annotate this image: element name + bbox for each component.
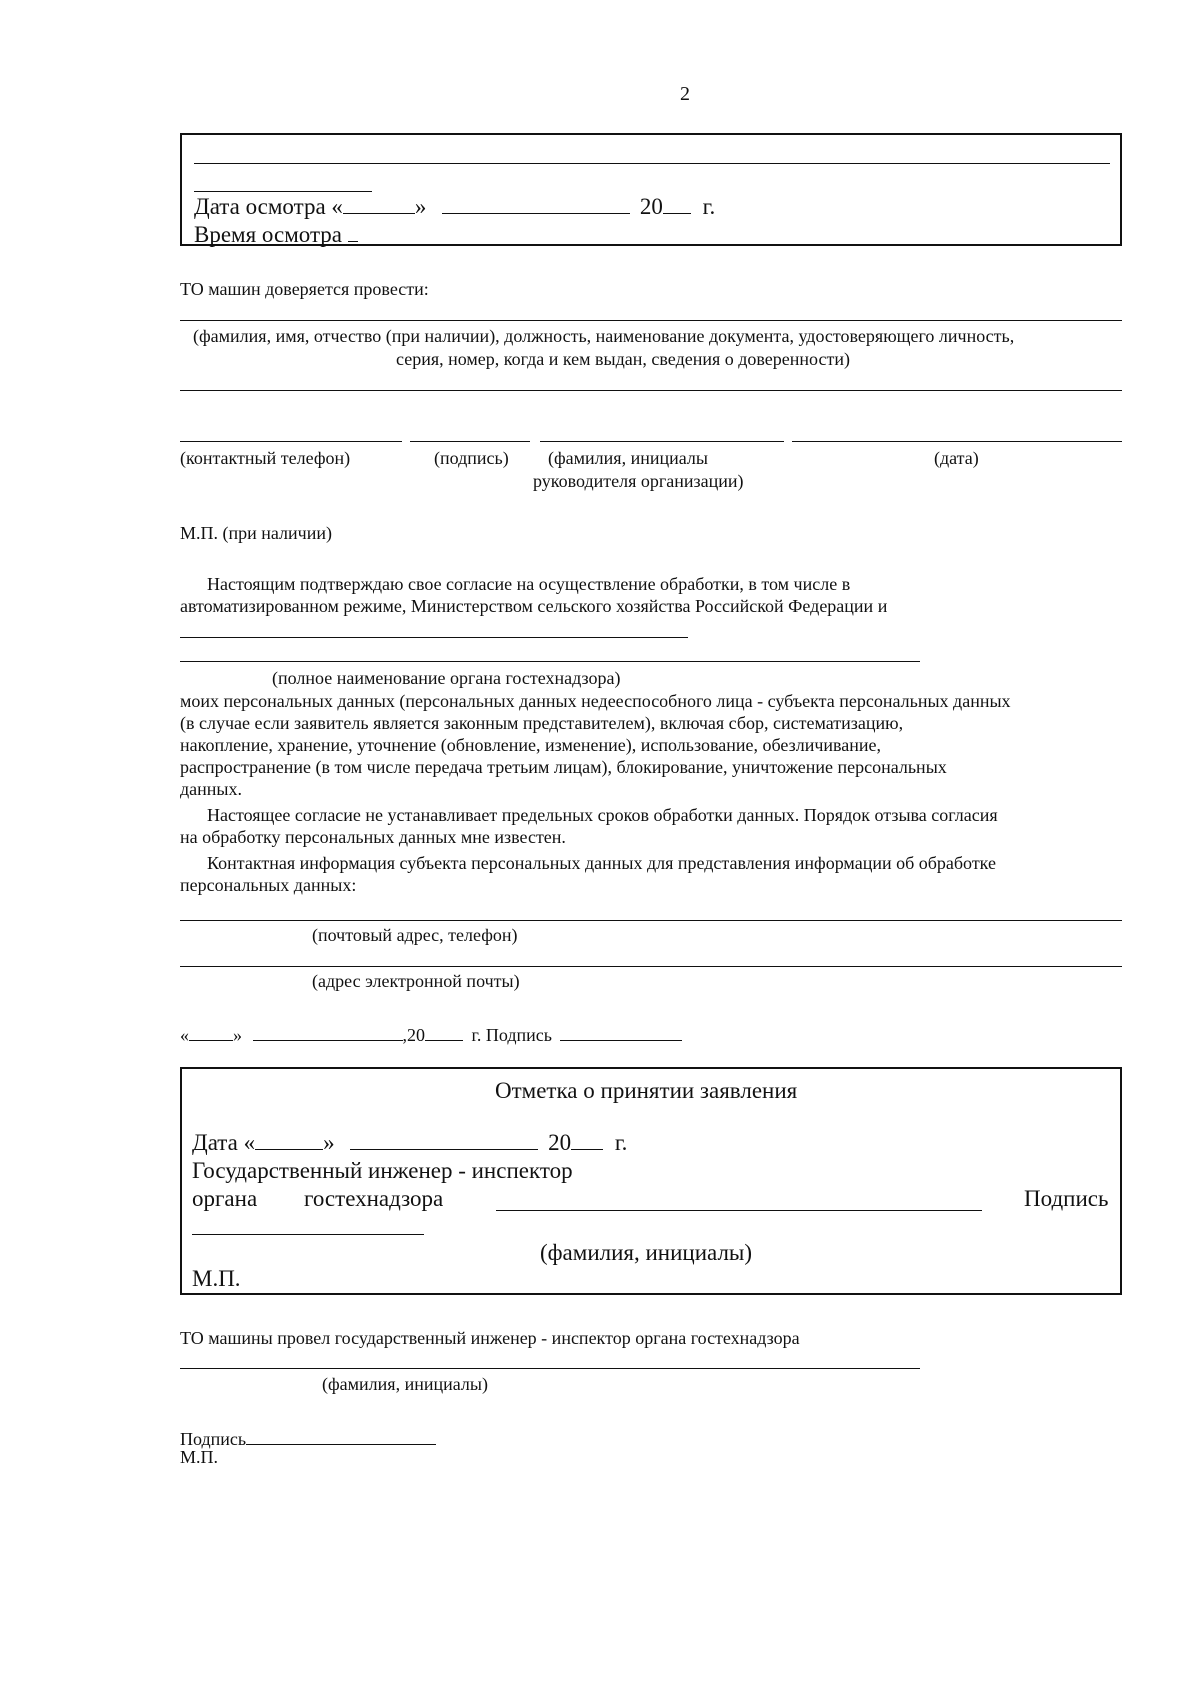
acceptance-name-caption: (фамилия, инициалы) [540,1240,753,1265]
consent-para2-line5: данных. [180,779,243,799]
acceptance-box [180,1067,1122,1295]
fill-line [180,637,688,638]
consent-para2-line1: моих персональных данных (персональных данных недееспособного лица - субъекта персональных данных [180,691,1011,711]
final-signature-row [180,1424,436,1450]
consent-para4-line1: Контактная информация субъекта персональных данных для представления информации об обработке [207,853,996,873]
time-field[interactable] [348,221,358,242]
phone-line [180,441,402,442]
consent-para3-line2: на обработку персональных данных мне известен. [180,827,566,847]
email-caption: (адрес электронной почты) [312,971,520,991]
inspector-signature-line [496,1210,982,1211]
trustee-caption-2: серия, номер, когда и кем выдан, сведения о доверенности) [396,349,850,369]
consent-para3-line1: Настоящее согласие не устанавливает предельных сроков обработки данных. Порядок отзыва согласия [207,805,998,825]
acceptance-date-row: Дата « » 20 г. [192,1130,628,1155]
consent-para2-line4: распространение (в том числе передача третьим лицам), блокирование, уничтожение персональных [180,757,947,777]
final-signature-field[interactable] [246,1424,436,1445]
consent-month-field[interactable] [253,1020,403,1041]
consent-signature-field[interactable] [560,1020,682,1041]
consent-para1-line1: Настоящим подтверждаю свое согласие на осуществление обработки, в том числе в [207,574,851,594]
consent-day-field[interactable] [189,1020,233,1041]
acceptance-signature-label: Подпись [1024,1186,1109,1211]
fill-line [180,390,1122,391]
postal-caption: (почтовый адрес, телефон) [312,925,518,945]
head-name-caption-2: руководителя организации) [533,471,744,491]
final-name-caption: (фамилия, инициалы) [322,1374,488,1394]
month-field[interactable] [442,193,630,214]
consent-para1-line2: автоматизированном режиме, Министерством сельского хозяйства Российской Федерации и [180,596,888,616]
organ-caption: (полное наименование органа гостехнадзора) [272,668,621,688]
fill-line [192,1234,424,1235]
head-name-line [540,441,784,442]
date-line [792,441,1122,442]
consent-para2-line3: накопление, хранение, уточнение (обновление, изменение), использование, обезличивание, [180,735,882,755]
page-number: 2 [680,83,690,105]
inspector-line1: Государственный инженер - инспектор [192,1158,573,1183]
email-line [180,966,1122,967]
inspection-time-label: Время осмотра [194,222,343,247]
inspection-date-row: Дата осмотра « » 20 г. [194,194,716,219]
fill-line [180,320,1122,321]
consent-date-row: « » ,20 г. Подпись [180,1020,682,1046]
final-signature-label: Подпись [180,1429,247,1449]
trustee-intro: ТО машин доверяется провести: [180,279,429,299]
signature-line [410,441,530,442]
consent-para4-line2: персональных данных: [180,875,357,895]
acceptance-day-field[interactable] [255,1129,323,1150]
trustee-stamp: М.П. (при наличии) [180,523,332,543]
inspection-box [180,133,1122,246]
inspection-date-label: Дата осмотра « [194,194,343,219]
fill-line [194,191,372,192]
final-name-line [180,1368,920,1369]
inspector-line2b: гостехнадзора [304,1186,444,1211]
final-stamp: М.П. [180,1447,219,1467]
inspector-line2a: органа [192,1186,258,1211]
acceptance-year-field[interactable] [571,1129,603,1150]
final-statement: ТО машины провел государственный инженер - инспектор органа гостехнадзора [180,1328,800,1348]
trustee-caption-1: (фамилия, имя, отчество (при наличии), должность, наименование документа, удостоверяющего личность, [193,326,1015,346]
consent-para2-line2: (в случае если заявитель является законным представителем), включая сбор, систематизацию, [180,713,904,733]
date-caption: (дата) [934,448,979,468]
phone-caption: (контактный телефон) [180,448,351,468]
organ-line [180,661,920,662]
consent-year-field[interactable] [425,1020,463,1041]
acceptance-title: Отметка о принятии заявления [495,1078,798,1103]
postal-line [180,920,1122,921]
year-field[interactable] [663,193,691,214]
head-name-caption-1: (фамилия, инициалы [548,448,708,468]
day-field[interactable] [343,193,415,214]
inspection-time-row [194,221,358,248]
acceptance-stamp: М.П. [192,1266,241,1291]
acceptance-month-field[interactable] [350,1129,538,1150]
fill-line [194,163,1110,164]
signature-caption: (подпись) [434,448,509,468]
